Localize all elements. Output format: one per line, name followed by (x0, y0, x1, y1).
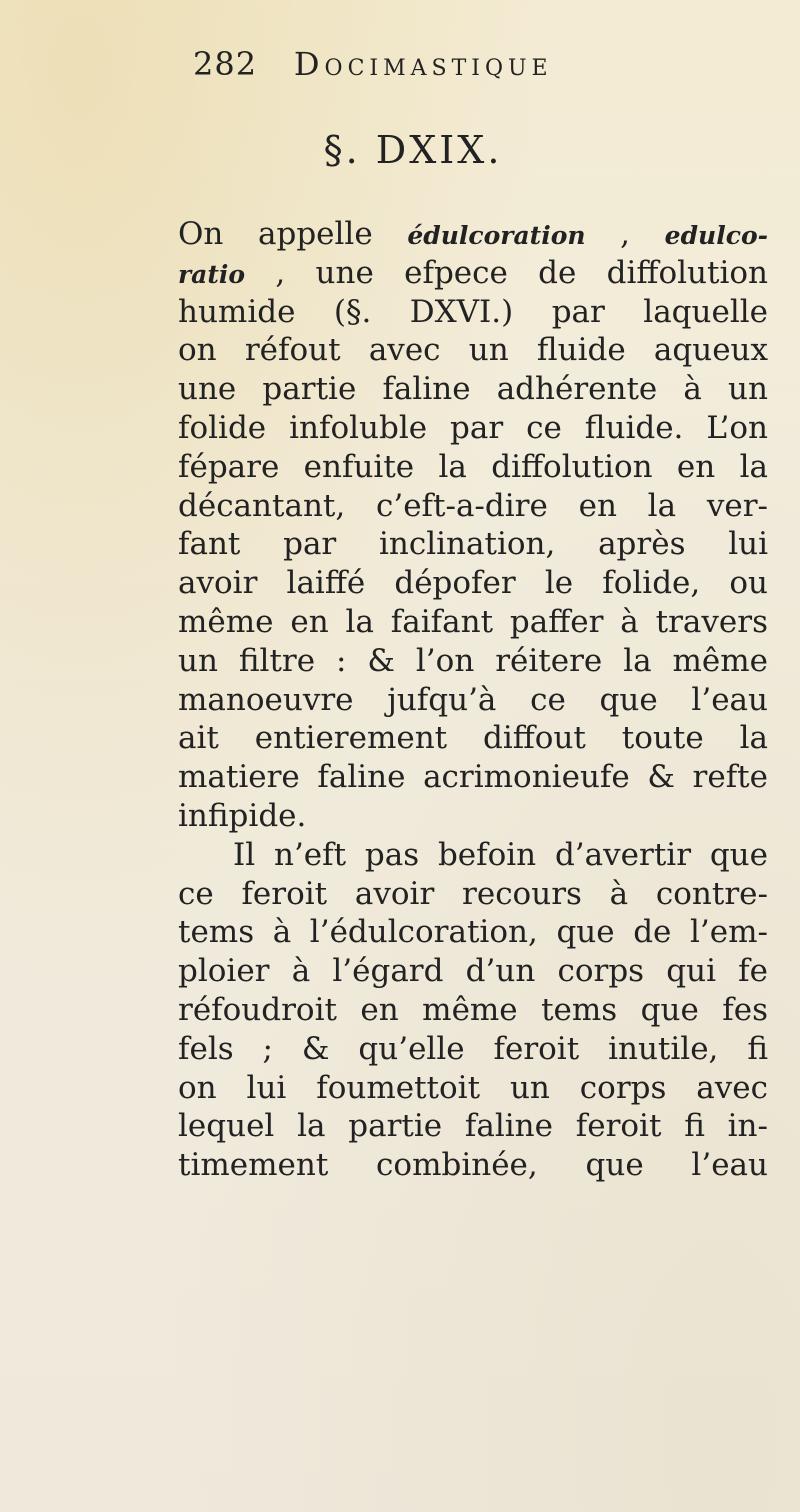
text-line: réfoudroit en même tems que fes (178, 991, 768, 1028)
text-line: tems à l’édulcoration, que de l’em- (178, 914, 768, 951)
text-line: Il n’eft pas befoin d’avertir que (233, 836, 768, 873)
text-line: ce feroit avoir recours à contre- (178, 875, 768, 912)
text-line: avoir laiffé dépofer le folide, ou (178, 565, 768, 602)
text-line: ratio , une efpece de diffolution (178, 254, 768, 291)
text-line: on lui foumettoit un corps avec (178, 1069, 768, 1106)
text-line: fépare enfuite la diffolution en la (178, 448, 768, 485)
text-line: timement combinée, que l’eau (178, 1147, 768, 1184)
body-text (178, 215, 768, 1185)
text-line: une partie faline adhérente à un (178, 371, 768, 408)
text-line: lequel la partie faline feroit fi in- (178, 1108, 768, 1145)
text-line: fels ; & qu’elle feroit inutile, fi (178, 1030, 768, 1067)
section-heading: §. DXIX. (323, 128, 503, 172)
text-line: on réfout avec un fluide aqueux (178, 332, 768, 369)
text-line: infipide. (178, 797, 307, 834)
italic-term: edulco- (664, 221, 769, 250)
italic-term: édulcoration (407, 221, 586, 250)
page-number: 282 (193, 45, 258, 83)
text-line: un filtre : & l’on réitere la même (178, 642, 768, 679)
text-line: On appelle édulcoration , edulco- (178, 216, 769, 252)
text-line: fant par inclination, après lui (178, 526, 768, 563)
text-line: matiere faline acrimonieufe & refte (178, 759, 768, 796)
italic-term: ratio (178, 259, 246, 289)
text-line: folide infoluble par ce fluide. L’on (178, 409, 768, 446)
running-head-title: Docimastique (293, 45, 553, 83)
text-line: même en la faifant paffer à travers (178, 603, 768, 640)
text-line: humide (§. DXVI.) par laquelle (178, 293, 768, 330)
text-line: décantant, c’eft-a-dire en la ver- (178, 487, 768, 524)
running-head (193, 44, 693, 100)
text-line: ploier à l’égard d’un corps qui fe (178, 953, 768, 990)
text-line: manoeuvre jufqu’à ce que l’eau (178, 681, 768, 718)
text-line: ait entierement diffout toute la (178, 720, 768, 757)
